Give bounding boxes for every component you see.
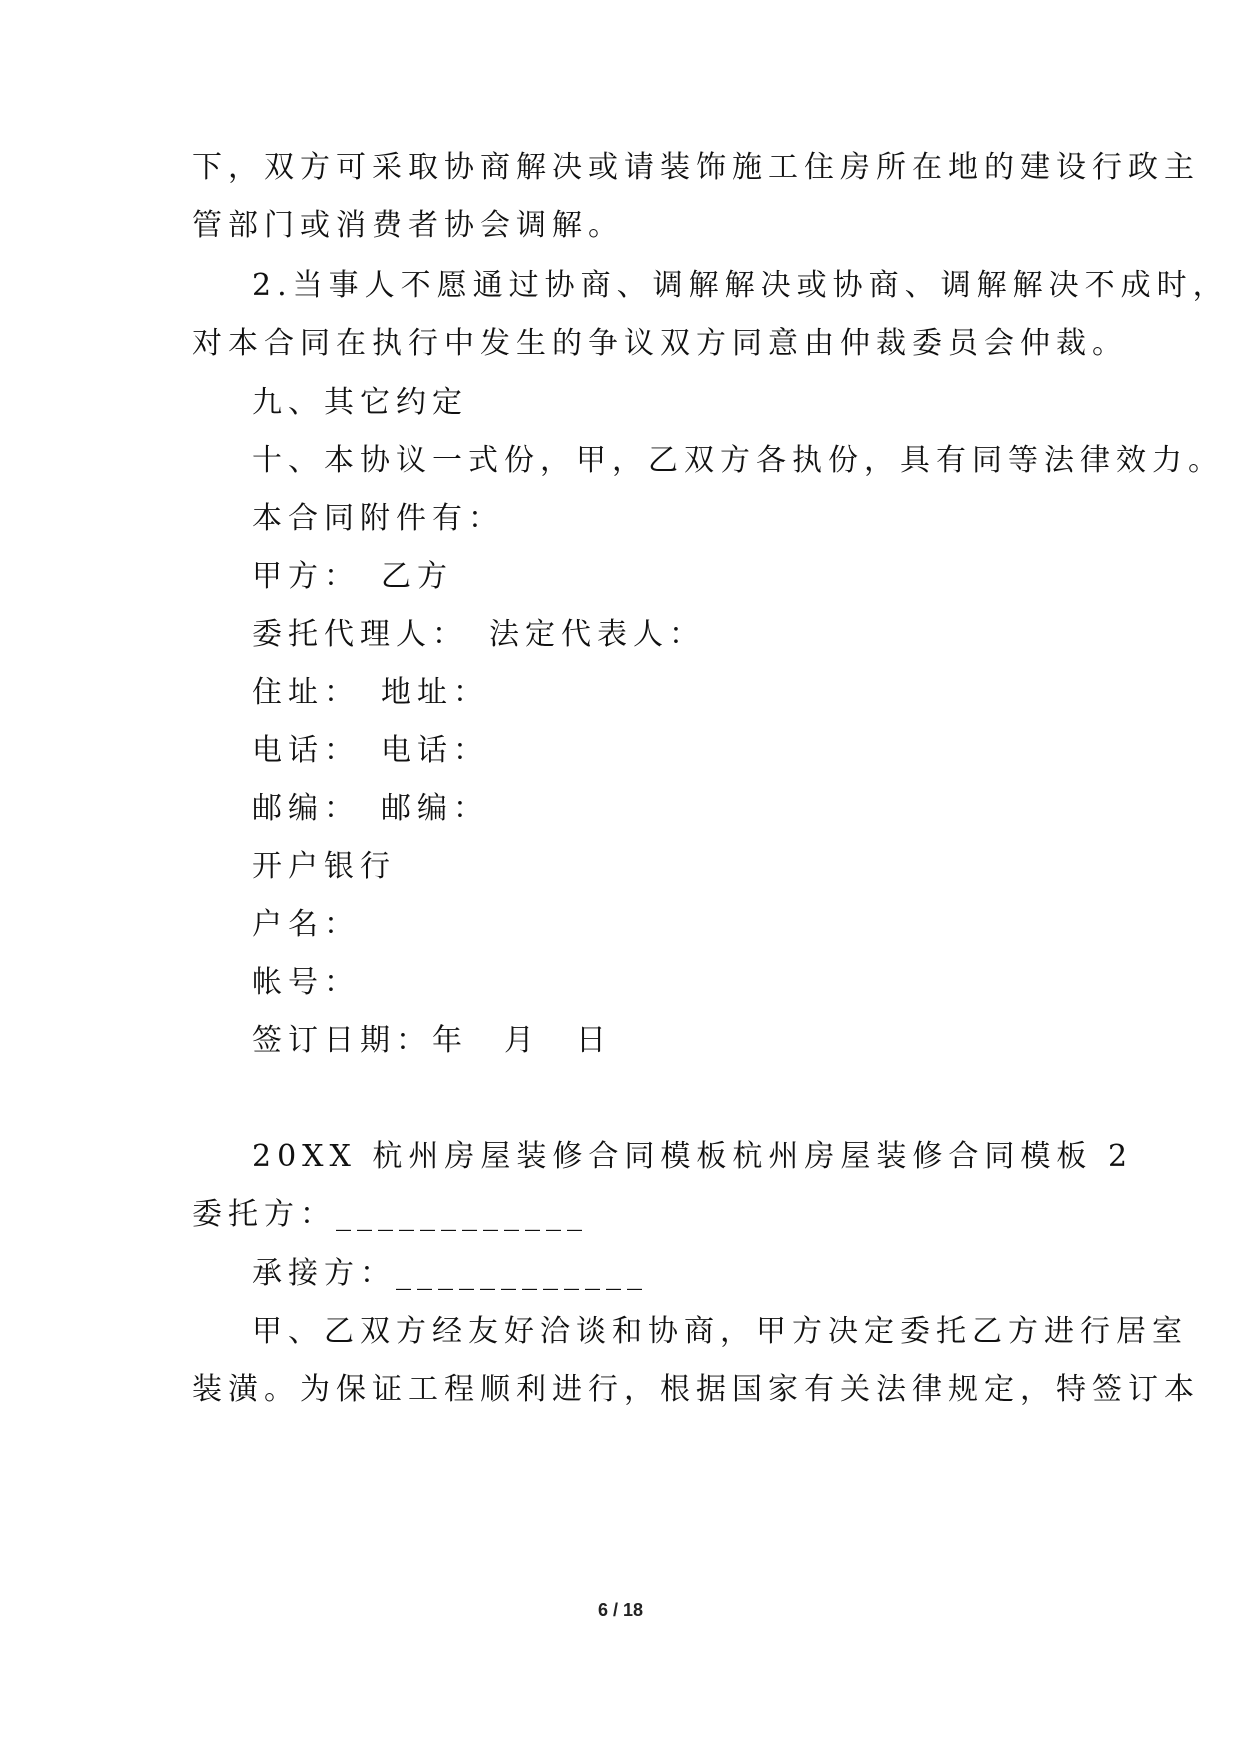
body-text-line: 十、本协议一式份，甲，乙双方各执份，具有同等法律效力。	[252, 443, 1224, 478]
body-text-line: 管部门或消费者协会调解。	[192, 208, 624, 243]
signature-field: 甲方： 乙方	[252, 559, 453, 594]
party-field: 委托方：____________	[192, 1197, 588, 1232]
signature-field: 签订日期：年 月 日	[252, 1023, 612, 1058]
page-number: 6 / 18	[597, 1600, 644, 1620]
signature-field: 邮编： 邮编：	[252, 791, 489, 826]
body-text-line: 对本合同在执行中发生的争议双方同意由仲裁委员会仲裁。	[192, 326, 1128, 361]
signature-field: 户名：	[252, 907, 360, 942]
body-text-line: 装潢。为保证工程顺利进行，根据国家有关法律规定，特签订本	[192, 1372, 1200, 1407]
signature-field: 开户银行	[252, 849, 396, 884]
signature-field: 电话： 电话：	[252, 733, 489, 768]
signature-field: 委托代理人： 法定代表人：	[252, 617, 705, 652]
signature-field: 住址： 地址：	[252, 675, 489, 710]
body-text-line: 甲、乙双方经友好洽谈和协商，甲方决定委托乙方进行居室	[252, 1314, 1188, 1349]
contract-title: 20XX 杭州房屋装修合同模板杭州房屋装修合同模板 2	[252, 1139, 1134, 1174]
party-field: 承接方：____________	[252, 1256, 648, 1291]
section-heading: 九、其它约定	[252, 385, 468, 420]
body-text-line: 下，双方可采取协商解决或请装饰施工住房所在地的建设行政主	[192, 150, 1200, 185]
body-text-line: 2.当事人不愿通过协商、调解解决或协商、调解解决不成时，	[252, 268, 1229, 303]
signature-field: 帐号：	[252, 965, 360, 1000]
body-text-line: 本合同附件有：	[252, 501, 504, 536]
